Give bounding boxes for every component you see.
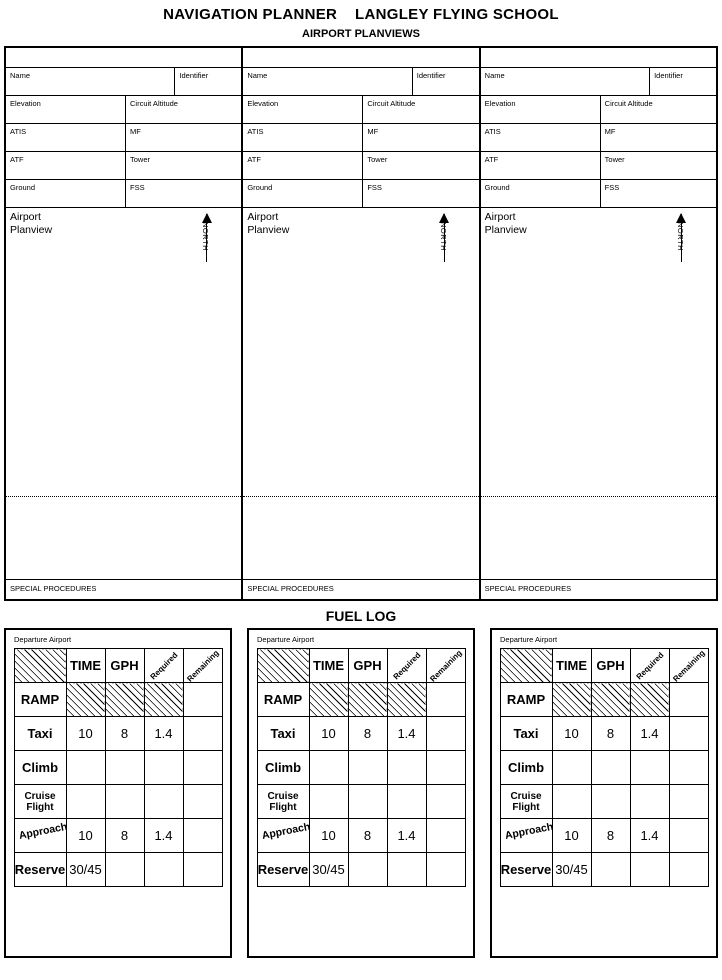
cell-taxi-gph[interactable]: 8: [348, 717, 387, 751]
cell-taxi-gph[interactable]: 8: [591, 717, 630, 751]
table-row: [257, 853, 465, 887]
cell-taxi-time[interactable]: 10: [309, 717, 348, 751]
table-row: [257, 751, 465, 785]
header-gph: GPH: [348, 649, 387, 683]
cell-ramp-required: [144, 683, 183, 717]
cell-cruise-time[interactable]: [66, 785, 105, 819]
cell-approach-gph[interactable]: 8: [591, 819, 630, 853]
north-arrow-icon-1: [199, 214, 227, 270]
cell-ramp-time: [66, 683, 105, 717]
table-row: [500, 853, 708, 887]
cell-approach-time[interactable]: 10: [66, 819, 105, 853]
row-label-taxi: Taxi: [500, 717, 552, 751]
fuel-table-3: [500, 648, 709, 887]
row-label-taxi: Taxi: [257, 717, 309, 751]
fuel-log-block-1: [4, 628, 232, 958]
table-row: [14, 683, 222, 717]
table-row: [500, 751, 708, 785]
header-required: [630, 649, 669, 683]
planview-row-name: [243, 68, 478, 96]
field-fss-1[interactable]: FSS: [130, 183, 145, 192]
field-ground-2[interactable]: Ground: [243, 180, 363, 207]
row-label-ramp: RAMP: [14, 683, 66, 717]
cell-cruise-gph[interactable]: [348, 785, 387, 819]
table-row: [257, 819, 465, 853]
header-time: TIME: [552, 649, 591, 683]
field-elevation-3[interactable]: Elevation: [481, 96, 601, 123]
header-remaining-text: Remaining: [427, 647, 464, 684]
north-label-3: NORTH: [675, 222, 685, 252]
planview-row-atis: [6, 124, 241, 152]
table-row: [257, 683, 465, 717]
row-label-reserve: Reserve: [500, 853, 552, 887]
cell-climb-remaining[interactable]: [183, 751, 222, 785]
cell-approach-remaining[interactable]: [669, 819, 708, 853]
planview-divider-3: [481, 496, 716, 497]
field-name-1[interactable]: Name: [6, 68, 175, 95]
planview-drawing-area-1[interactable]: [6, 208, 241, 579]
cell-ramp-required: [630, 683, 669, 717]
row-label-cruise-flight-text: Cruise Flight: [24, 790, 56, 813]
planview-row-atf: [243, 152, 478, 180]
row-label-climb: Climb: [500, 751, 552, 785]
planview-row-ground: [243, 180, 478, 208]
airport-planview-column-3: [481, 48, 716, 599]
table-row: [500, 819, 708, 853]
row-label-approach: [257, 819, 309, 853]
cell-cruise-required[interactable]: [387, 785, 426, 819]
fuel-table-2: [257, 648, 466, 887]
field-circuit-altitude-1[interactable]: Circuit Altitude: [130, 99, 178, 108]
cell-reserve-time[interactable]: 30/45: [66, 853, 105, 887]
field-mf-3[interactable]: MF: [604, 127, 616, 136]
cell-approach-remaining[interactable]: [183, 819, 222, 853]
field-special-procedures-1[interactable]: SPECIAL PROCEDURES: [6, 579, 241, 599]
header-required-text: Required: [148, 650, 179, 681]
cell-reserve-time[interactable]: 30/45: [552, 853, 591, 887]
planview-row-name: [481, 68, 716, 96]
cell-cruise-time[interactable]: [309, 785, 348, 819]
cell-climb-gph[interactable]: [591, 751, 630, 785]
row-label-approach: [500, 819, 552, 853]
planview-divider-1: [6, 496, 241, 497]
field-atis-3[interactable]: ATIS: [481, 124, 601, 151]
field-tower-1[interactable]: Tower: [130, 155, 151, 164]
cell-cruise-remaining[interactable]: [183, 785, 222, 819]
cell-cruise-gph[interactable]: [105, 785, 144, 819]
header-time: TIME: [309, 649, 348, 683]
cell-cruise-gph[interactable]: [591, 785, 630, 819]
field-special-procedures-2[interactable]: SPECIAL PROCEDURES: [243, 579, 478, 599]
planview-divider-2: [243, 496, 478, 497]
table-row: [14, 853, 222, 887]
planview-drawing-area-2[interactable]: [243, 208, 478, 579]
field-mf-2[interactable]: MF: [367, 127, 379, 136]
cell-taxi-required[interactable]: 1.4: [630, 717, 669, 751]
cell-taxi-gph[interactable]: 8: [105, 717, 144, 751]
airport-planview-column-1: [6, 48, 243, 599]
section-title-fuel-log: FUEL LOG: [325, 608, 397, 624]
cell-climb-remaining[interactable]: [426, 751, 465, 785]
header-required-text: Required: [634, 650, 665, 681]
header-corner-cell: [500, 649, 552, 683]
field-circuit-altitude-3[interactable]: Circuit Altitude: [604, 99, 653, 108]
cell-approach-required[interactable]: 1.4: [630, 819, 669, 853]
table-row: [14, 785, 222, 819]
field-atf-2[interactable]: ATF: [243, 152, 363, 179]
fuel-log-section: [4, 628, 718, 958]
row-label-reserve: Reserve: [257, 853, 309, 887]
north-label-1: NORTH: [201, 222, 211, 252]
cell-reserve-gph[interactable]: [348, 853, 387, 887]
cell-taxi-time[interactable]: 10: [66, 717, 105, 751]
page-title: NAVIGATION PLANNER LANGLEY FLYING SCHOOL: [163, 6, 559, 23]
cell-taxi-remaining[interactable]: [426, 717, 465, 751]
field-mf-1[interactable]: MF: [130, 127, 141, 136]
cell-taxi-remaining[interactable]: [669, 717, 708, 751]
planview-row-name: [6, 68, 241, 96]
cell-approach-required[interactable]: 1.4: [144, 819, 183, 853]
section-title-airport-planviews: AIRPORT PLANVIEWS: [302, 28, 420, 40]
row-label-approach-text: Approach: [260, 820, 311, 842]
cell-taxi-required[interactable]: 1.4: [144, 717, 183, 751]
table-row: [14, 819, 222, 853]
field-name-3[interactable]: Name: [481, 68, 650, 95]
row-label-taxi: Taxi: [14, 717, 66, 751]
airport-planview-column-2: [243, 48, 480, 599]
header-gph: GPH: [591, 649, 630, 683]
cell-approach-required[interactable]: 1.4: [387, 819, 426, 853]
row-label-ramp: RAMP: [500, 683, 552, 717]
table-row: [14, 717, 222, 751]
planview-row-elevation: [243, 96, 478, 124]
header-required-text: Required: [391, 650, 422, 681]
cell-taxi-required[interactable]: 1.4: [387, 717, 426, 751]
cell-climb-required[interactable]: [387, 751, 426, 785]
planview-top-spacer: [243, 48, 478, 68]
cell-cruise-time[interactable]: [552, 785, 591, 819]
fuel-table-header-row: [257, 649, 465, 683]
table-row: [500, 683, 708, 717]
header-remaining: [669, 649, 708, 683]
field-name-2[interactable]: Name: [243, 68, 412, 95]
cell-ramp-remaining[interactable]: [669, 683, 708, 717]
fuel-table-1: [14, 648, 223, 887]
header-remaining: [426, 649, 465, 683]
cell-cruise-remaining[interactable]: [426, 785, 465, 819]
cell-climb-remaining[interactable]: [669, 751, 708, 785]
cell-climb-required[interactable]: [144, 751, 183, 785]
navigation-planner-page: [0, 6, 722, 980]
row-label-reserve: Reserve: [14, 853, 66, 887]
cell-climb-time[interactable]: [309, 751, 348, 785]
field-fss-2[interactable]: FSS: [367, 183, 382, 192]
field-identifier-3[interactable]: Identifier: [654, 71, 683, 80]
cell-cruise-required[interactable]: [144, 785, 183, 819]
planview-row-elevation: [481, 96, 716, 124]
planview-row-elevation: [6, 96, 241, 124]
table-row: [500, 785, 708, 819]
cell-climb-required[interactable]: [630, 751, 669, 785]
row-label-cruise-flight-text: Cruise Flight: [510, 790, 542, 813]
cell-climb-time[interactable]: [552, 751, 591, 785]
field-tower-2[interactable]: Tower: [367, 155, 388, 164]
row-label-ramp: RAMP: [257, 683, 309, 717]
planview-top-spacer: [6, 48, 241, 68]
row-label-cruise-flight-text: Cruise Flight: [267, 790, 299, 813]
fuel-log-block-2: [247, 628, 475, 958]
planview-row-ground: [6, 180, 241, 208]
planview-drawing-area-3[interactable]: [481, 208, 716, 579]
field-ground-3[interactable]: Ground: [481, 180, 601, 207]
header-remaining-text: Remaining: [670, 647, 707, 684]
cell-climb-time[interactable]: [66, 751, 105, 785]
planview-row-ground: [481, 180, 716, 208]
cell-ramp-gph: [591, 683, 630, 717]
north-label-2: NORTH: [438, 222, 448, 252]
field-ground-1[interactable]: Ground: [6, 180, 126, 207]
field-tower-3[interactable]: Tower: [604, 155, 625, 164]
cell-approach-time[interactable]: 10: [552, 819, 591, 853]
cell-approach-gph[interactable]: 8: [348, 819, 387, 853]
header-time: TIME: [66, 649, 105, 683]
north-arrow-icon-2: [437, 214, 465, 270]
row-label-cruise-flight: [257, 785, 309, 819]
cell-reserve-required[interactable]: [144, 853, 183, 887]
table-row: [257, 785, 465, 819]
cell-approach-remaining[interactable]: [426, 819, 465, 853]
cell-ramp-time: [309, 683, 348, 717]
row-label-approach-text: Approach: [503, 820, 554, 842]
field-atis-2[interactable]: ATIS: [243, 124, 363, 151]
row-label-cruise-flight: [14, 785, 66, 819]
north-arrow-icon-3: [674, 214, 702, 270]
field-atf-3[interactable]: ATF: [481, 152, 601, 179]
field-identifier-2[interactable]: Identifier: [416, 71, 446, 80]
cell-climb-gph[interactable]: [105, 751, 144, 785]
cell-climb-gph[interactable]: [348, 751, 387, 785]
planview-area-label-3: Airport Planview: [484, 211, 527, 236]
planview-row-atis: [481, 124, 716, 152]
row-label-climb: Climb: [14, 751, 66, 785]
fuel-log-block-3: [490, 628, 718, 958]
cell-reserve-remaining[interactable]: [426, 853, 465, 887]
cell-cruise-required[interactable]: [630, 785, 669, 819]
field-elevation-1[interactable]: Elevation: [6, 96, 126, 123]
header-gph: GPH: [105, 649, 144, 683]
planview-row-atf: [6, 152, 241, 180]
cell-reserve-required[interactable]: [630, 853, 669, 887]
cell-ramp-remaining[interactable]: [426, 683, 465, 717]
field-atis-1[interactable]: ATIS: [6, 124, 126, 151]
field-special-procedures-3[interactable]: SPECIAL PROCEDURES: [481, 579, 716, 599]
cell-reserve-required[interactable]: [387, 853, 426, 887]
header-required: [144, 649, 183, 683]
field-elevation-2[interactable]: Elevation: [243, 96, 363, 123]
cell-ramp-gph: [348, 683, 387, 717]
cell-reserve-remaining[interactable]: [669, 853, 708, 887]
cell-reserve-gph[interactable]: [105, 853, 144, 887]
cell-cruise-remaining[interactable]: [669, 785, 708, 819]
field-atf-1[interactable]: ATF: [6, 152, 126, 179]
row-label-approach-text: Approach: [17, 820, 68, 842]
cell-approach-gph[interactable]: 8: [105, 819, 144, 853]
cell-reserve-gph[interactable]: [591, 853, 630, 887]
fuel-table-header-row: [500, 649, 708, 683]
cell-ramp-gph: [105, 683, 144, 717]
cell-taxi-time[interactable]: 10: [552, 717, 591, 751]
row-label-approach: [14, 819, 66, 853]
cell-ramp-remaining[interactable]: [183, 683, 222, 717]
table-row: [257, 717, 465, 751]
departure-airport-label-1[interactable]: Departure Airport: [14, 635, 72, 644]
cell-reserve-time[interactable]: 30/45: [309, 853, 348, 887]
cell-ramp-required: [387, 683, 426, 717]
table-row: [14, 751, 222, 785]
cell-reserve-remaining[interactable]: [183, 853, 222, 887]
planview-area-label-2: Airport Planview: [247, 211, 290, 236]
cell-ramp-time: [552, 683, 591, 717]
planview-row-atis: [243, 124, 478, 152]
field-circuit-altitude-2[interactable]: Circuit Altitude: [367, 99, 416, 108]
planview-row-atf: [481, 152, 716, 180]
header-remaining: [183, 649, 222, 683]
header-corner-cell: [257, 649, 309, 683]
planview-area-label-1: Airport Planview: [10, 211, 53, 236]
row-label-cruise-flight: [500, 785, 552, 819]
table-row: [500, 717, 708, 751]
planview-top-spacer: [481, 48, 716, 68]
departure-airport-label-3[interactable]: Departure Airport: [500, 635, 558, 644]
row-label-climb: Climb: [257, 751, 309, 785]
airport-planviews-table: [4, 46, 718, 601]
header-remaining-text: Remaining: [184, 647, 221, 684]
cell-taxi-remaining[interactable]: [183, 717, 222, 751]
cell-approach-time[interactable]: 10: [309, 819, 348, 853]
field-fss-3[interactable]: FSS: [604, 183, 620, 192]
header-corner-cell: [14, 649, 66, 683]
departure-airport-label-2[interactable]: Departure Airport: [257, 635, 315, 644]
header-required: [387, 649, 426, 683]
fuel-table-header-row: [14, 649, 222, 683]
field-identifier-1[interactable]: Identifier: [179, 71, 209, 80]
